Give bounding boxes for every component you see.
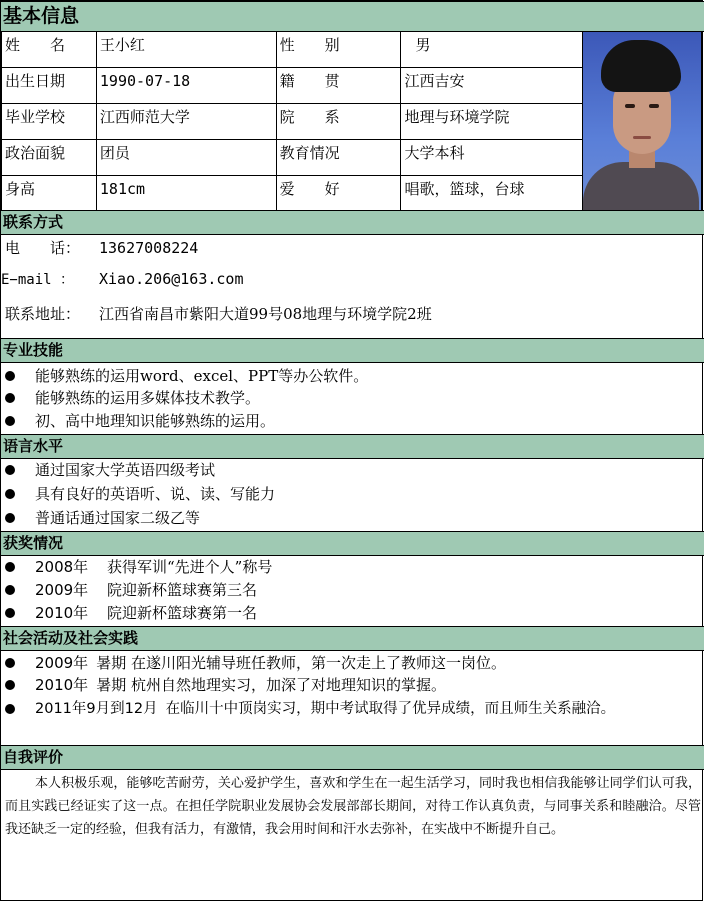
label-political-status: 政治面貌: [2, 140, 97, 176]
bullet-icon: [5, 704, 15, 714]
label-school: 毕业学校: [2, 104, 97, 140]
section-header-activities: 社会活动及社会实践: [1, 626, 704, 651]
contact-phone: [5, 237, 198, 258]
bullet-icon: [5, 489, 15, 499]
value-hobbies: 唱歌，篮球，台球: [401, 176, 583, 212]
value-department: 地理与环境学院: [401, 104, 583, 140]
table-row: [2, 32, 702, 68]
value-birthdate: 1990-07-18: [96, 68, 276, 104]
label-birthdate: 出生日期: [2, 68, 97, 104]
list-item: 2010年 院迎新杯篮球赛第一名: [5, 602, 701, 624]
list-item: 具有良好的英语听、说、读、写能力: [5, 483, 701, 505]
section-header-self-eval: 自我评价: [1, 745, 704, 770]
value-name: 王小红: [96, 32, 276, 68]
contact-phone-value: 13627008224: [99, 239, 199, 257]
bullet-icon: [5, 371, 15, 381]
bullet-icon: [5, 513, 15, 523]
list-item: 能够熟练的运用多媒体技术教学。: [5, 387, 701, 409]
value-height: 181cm: [96, 176, 276, 212]
list-item: 2009年 暑期 在遂川阳光辅导班任教师，第一次走上了教师这一岗位。: [5, 652, 701, 674]
label-education: 教育情况: [276, 140, 401, 176]
list-item: 2009年 院迎新杯篮球赛第三名: [5, 579, 701, 601]
contact-phone-label: 电 话：: [5, 239, 81, 257]
bullet-icon: [5, 680, 15, 690]
value-gender: 男: [401, 32, 583, 68]
label-department: 院 系: [276, 104, 401, 140]
value-political-status: 团员: [96, 140, 276, 176]
basic-info-table: [1, 31, 702, 212]
list-item: 初、高中地理知识能够熟练的运用。: [5, 410, 701, 432]
photo-cell: [583, 32, 702, 212]
list-item: 2008年 获得军训“先进个人”称号: [5, 556, 701, 578]
contact-address-label: 联系地址：: [5, 305, 81, 323]
value-education: 大学本科: [401, 140, 583, 176]
bullet-icon: [5, 658, 15, 668]
value-school: 江西师范大学: [96, 104, 276, 140]
avatar: [583, 32, 701, 211]
contact-email-value[interactable]: Xiao.206@163.com: [99, 270, 244, 288]
bullet-icon: [5, 608, 15, 618]
bullet-icon: [5, 562, 15, 572]
list-item: 能够熟练的运用word、excel、PPT等办公软件。: [5, 365, 701, 387]
list-item: 2011年9月到12月 在临川十中顶岗实习，期中考试取得了优异成绩，而且师生关系融洽。: [5, 698, 701, 720]
label-hobbies: 爱 好: [276, 176, 401, 212]
label-height: 身高: [2, 176, 97, 212]
bullet-icon: [5, 585, 15, 595]
bullet-icon: [5, 465, 15, 475]
contact-email: [1, 269, 244, 289]
value-hometown: 江西吉安: [401, 68, 583, 104]
label-name: 姓 名: [2, 32, 97, 68]
contact-email-label: E−mail ：: [1, 272, 75, 288]
bullet-icon: [5, 393, 15, 403]
self-eval-paragraph: 本人积极乐观，能够吃苦耐劳，关心爱护学生，喜欢和学生在一起生活学习，同时我也相信我能够让同学们认可我，而且实践已经证实了这一点。在担任学院职业发展协会发展部部长期间，对待工作认真负责，与同事关系和睦融洽。尽管我还缺乏一定的经验，但我有活力，有激情，我会用时间和汗水去弥补，在实战中不断提升自己。: [5, 776, 701, 837]
list-item: 普通话通过国家二级乙等: [5, 507, 701, 529]
section-header-language: 语言水平: [1, 434, 704, 459]
contact-address: [5, 303, 432, 324]
list-item: 通过国家大学英语四级考试: [5, 459, 701, 481]
label-hometown: 籍 贯: [276, 68, 401, 104]
label-gender: 性 别: [276, 32, 401, 68]
section-header-contact: 联系方式: [1, 210, 704, 235]
bullet-icon: [5, 416, 15, 426]
section-header-basic: 基本信息: [1, 1, 704, 32]
contact-address-value: 江西省南昌市紫阳大道99号08地理与环境学院2班: [99, 305, 432, 323]
list-item: 2010年 暑期 杭州自然地理实习，加深了对地理知识的掌握。: [5, 674, 701, 696]
section-header-awards: 获奖情况: [1, 531, 704, 556]
section-header-skills: 专业技能: [1, 338, 704, 363]
